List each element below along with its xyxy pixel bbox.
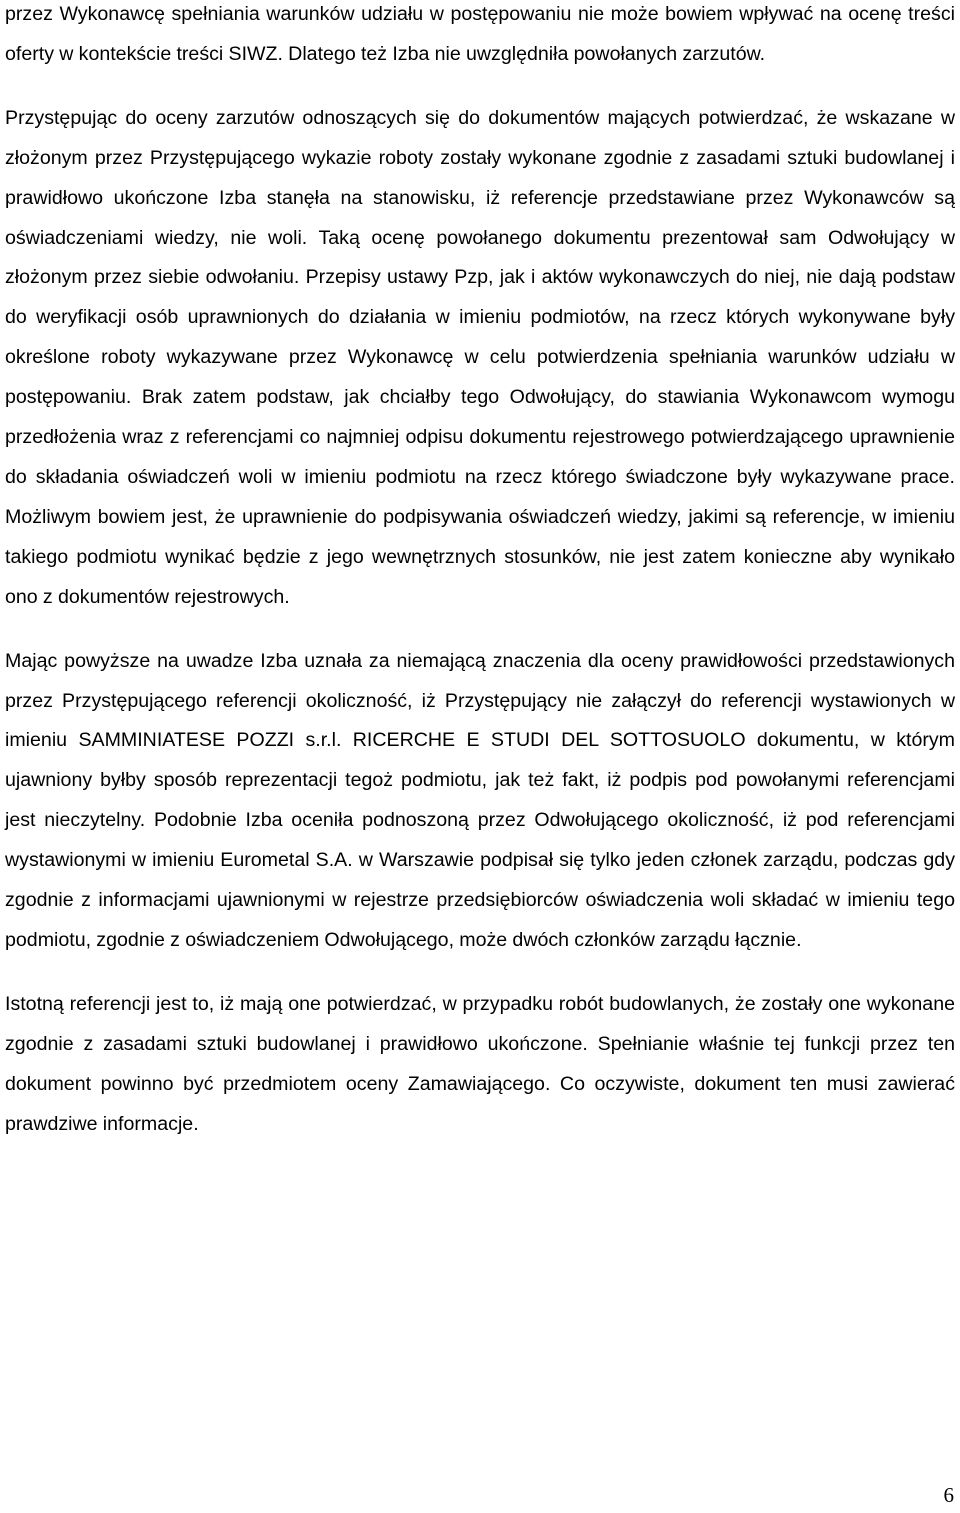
document-body (5, 0, 955, 1144)
page-number: 6 (943, 1483, 954, 1507)
paragraph-references-signatures: Mając powyższe na uwadze Izba uznała za niemającą znaczenia dla oceny prawidłowości przedstawionych przez Przystępującego referencji okoliczność, iż Przystępujący nie załączył do referencji wystawionych w imieniu SAMMINIATESE POZZI s.r.l. RICERCHE E STUDI DEL SOTTOSUOLO dokumentu, w którym ujawniony byłby sposób reprezentacji tegoż podmiotu, jak też fakt, iż podpis pod powołanymi referencjami jest nieczytelny. Podobnie Izba oceniła podnoszoną przez Odwołującego okoliczność, iż pod referencjami wystawionymi w imieniu Eurometal S.A. w Warszawie podpisał się tylko jeden członek zarządu, podczas gdy zgodnie z informacjami ujawnionymi w rejestrze przedsiębiorców oświadczenia woli składać w imieniu tego podmiotu, zgodnie z oświadczeniem Odwołującego, może dwóch członków zarządu łącznie. (5, 649, 955, 951)
paragraph-references-purpose: Istotną referencji jest to, iż mają one potwierdzać, w przypadku robót budowlanych, że zostały one wykonane zgodnie z zasadami sztuki budowlanej i prawidłowo ukończone. Spełnianie właśnie tej funkcji przez ten dokument powinno być przedmiotem oceny Zamawiającego. Co oczywiste, dokument ten musi zawierać prawdziwe informacje. (5, 992, 955, 1135)
paragraph-references-assessment: Przystępując do oceny zarzutów odnoszących się do dokumentów mających potwierdzać, że wskazane w złożonym przez Przystępującego wykazie roboty zostały wykonane zgodnie z zasadami sztuki budowlanej i prawidłowo ukończone Izba stanęła na stanowisku, iż referencje przedstawiane przez Wykonawców są oświadczeniami wiedzy, nie woli. Taką ocenę powołanego dokumentu prezentował sam Odwołujący w złożonym przez siebie odwołaniu. Przepisy ustawy Pzp, jak i aktów wykonawczych do niej, nie dają podstaw do weryfikacji osób uprawnionych do działania w imieniu podmiotów, na rzecz których wykonywane były określone roboty wykazywane przez Wykonawcę w celu potwierdzenia spełniania warunków udziału w postępowaniu. Brak zatem podstaw, jak chciałby tego Odwołujący, do stawiania Wykonawcom wymogu przedłożenia wraz z referencjami co najmniej odpisu dokumentu rejestrowego potwierdzającego uprawnienie do składania oświadczeń woli w imieniu podmiotu na rzecz którego świadczone były wykazywane prace. Możliwym bowiem jest, że uprawnienie do podpisywania oświadczeń wiedzy, jakimi są referencje, w imieniu takiego podmiotu wynikać będzie z jego wewnętrznych stosunków, nie jest zatem konieczne aby wynikało ono z dokumentów rejestrowych. (5, 106, 955, 608)
paragraph-continuation: przez Wykonawcę spełniania warunków udziału w postępowaniu nie może bowiem wpływać na ocenę treści oferty w kontekście treści SIWZ. Dlatego też Izba nie uwzględniła powołanych zarzutów. (5, 3, 955, 65)
